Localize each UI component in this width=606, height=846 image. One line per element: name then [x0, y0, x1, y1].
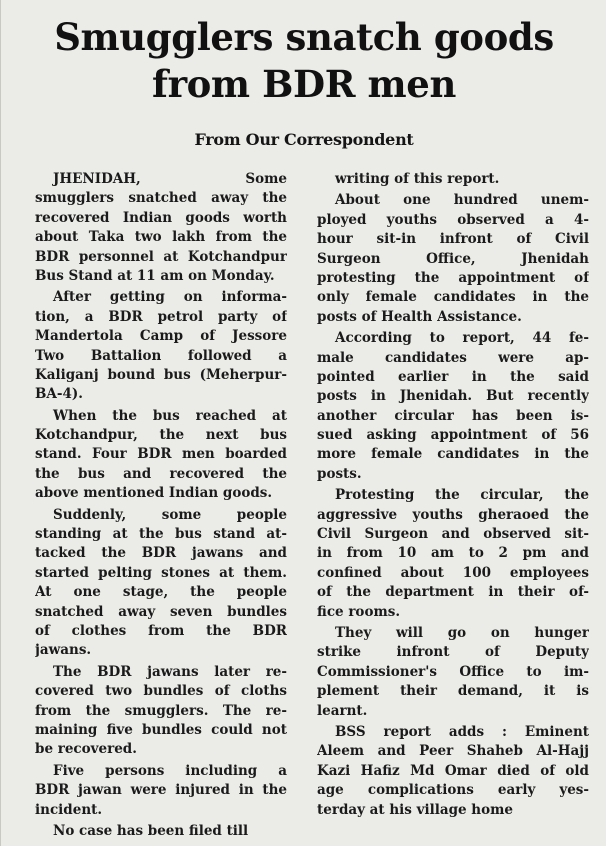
text-line: covered two bundles of cloths — [35, 683, 287, 700]
text-line: The BDR jawans later re- — [53, 663, 287, 680]
text-line: protesting the appointment of — [317, 269, 589, 286]
text-line: writing of this report. — [335, 171, 500, 187]
article-paragraph — [35, 822, 287, 841]
text-line: standing at the bus stand at- — [35, 526, 287, 543]
article-paragraph — [35, 506, 287, 661]
text-line: jawans. — [35, 642, 92, 659]
text-line: stand. Four BDR men boarded — [35, 446, 287, 463]
text-line: be recovered. — [35, 741, 137, 758]
text-line: They will go on hunger — [335, 624, 589, 641]
text-line: Kotchandpur, the next bus — [35, 427, 287, 444]
text-line: After getting on informa- — [53, 289, 287, 306]
article-column-right — [317, 170, 589, 820]
text-line: No case has been filed till — [53, 822, 249, 839]
text-line: Aleem and Peer Shaheb Al-Hajj — [317, 743, 589, 760]
text-line: At one stage, the people — [35, 584, 287, 601]
text-line: Mandertola Camp of Jessore — [35, 328, 287, 345]
text-line: sued asking appointment of 56 — [317, 427, 589, 444]
text-line: Commissioner's Office to im- — [317, 663, 589, 680]
text-line: fice rooms. — [317, 603, 401, 620]
text-line: hour sit-in infront of Civil — [317, 231, 589, 248]
text-line: recovered Indian goods worth — [35, 209, 287, 226]
article-paragraph — [317, 486, 589, 622]
text-line: incident. — [35, 801, 103, 818]
text-line: from the smugglers. The re- — [35, 702, 287, 719]
text-line: posts of Health Assistance. — [317, 308, 522, 325]
text-line: the bus and recovered the — [35, 465, 287, 482]
text-line: pointed earlier in the said — [317, 368, 589, 385]
text-line: ployed youths observed a 4- — [317, 211, 589, 228]
text-line: strike infront of Deputy — [317, 644, 589, 661]
text-line: posts in Jhenidah. But recently — [317, 388, 589, 405]
text-line: of clothes from the BDR — [35, 622, 287, 639]
headline-line-1: Smugglers snatch goods — [54, 15, 554, 59]
text-line: Suddenly, some people — [53, 506, 287, 523]
text-line: posts. — [317, 465, 362, 482]
text-line: plement their demand, it is — [317, 683, 589, 700]
text-line: above mentioned Indian goods. — [35, 485, 273, 502]
article-paragraph — [317, 723, 589, 820]
text-line: About one hundred unem- — [335, 192, 589, 209]
article-paragraph — [35, 407, 287, 504]
text-line: maining five bundles could not — [35, 721, 287, 738]
article-paragraph — [35, 288, 287, 404]
text-line: BDR jawan were injured in the — [35, 782, 287, 799]
text-line: more female candidates in the — [317, 446, 589, 463]
text-line: Surgeon Office, Jhenidah — [317, 250, 589, 267]
text-line: BA-4). — [35, 386, 83, 403]
text-line: learnt. — [317, 702, 368, 719]
text-line: about Taka two lakh from the — [35, 229, 287, 246]
text-line: another circular has been is- — [317, 407, 589, 424]
text-line: of the department in their of- — [317, 584, 589, 601]
text-line: in from 10 am to 2 pm and — [317, 545, 589, 562]
text-line: BDR personnel at Kotchandpur — [35, 248, 287, 265]
text-line: Five persons including a — [53, 762, 287, 779]
text-line: When the bus reached at — [53, 407, 287, 424]
article-paragraph — [35, 663, 287, 760]
text-line: tion, a BDR petrol party of — [35, 308, 287, 325]
headline-line-2: from BDR men — [152, 62, 456, 106]
headline — [1, 14, 606, 108]
text-line: tacked the BDR jawans and — [35, 545, 287, 562]
article-paragraph — [317, 191, 589, 327]
text-line: BSS report adds : Eminent — [335, 723, 589, 740]
text-line: age complications early yes- — [317, 782, 589, 799]
text-line: JHENIDAH, Some — [53, 171, 287, 187]
text-line: Kazi Hafiz Md Omar died of old — [317, 762, 589, 779]
text-line: started pelting stones at them. — [35, 564, 287, 581]
text-line: only female candidates in the — [317, 289, 589, 306]
text-line: Civil Surgeon and observed sit- — [317, 526, 589, 543]
text-line: confined about 100 employees — [317, 564, 589, 581]
text-line: aggressive youths gheraoed the — [317, 506, 589, 523]
text-line: terday at his village home — [317, 801, 513, 818]
article-column-left — [35, 170, 287, 841]
text-line: Two Battalion followed a — [35, 347, 287, 364]
text-line: Protesting the circular, the — [335, 487, 589, 504]
article-paragraph — [35, 170, 287, 286]
article-paragraph — [317, 329, 589, 484]
article-paragraph — [317, 170, 589, 189]
article-paragraph — [35, 762, 287, 820]
text-line: According to report, 44 fe- — [335, 330, 589, 347]
byline: From Our Correspondent — [194, 130, 414, 149]
text-line: smugglers snatched away the — [35, 190, 287, 207]
article-paragraph — [317, 624, 589, 721]
text-line: male candidates were ap- — [317, 349, 589, 366]
text-line: Bus Stand at 11 am on Monday. — [35, 267, 275, 284]
text-line: snatched away seven bundles — [35, 603, 287, 620]
text-line: Kaliganj bound bus (Meherpur- — [35, 366, 287, 383]
